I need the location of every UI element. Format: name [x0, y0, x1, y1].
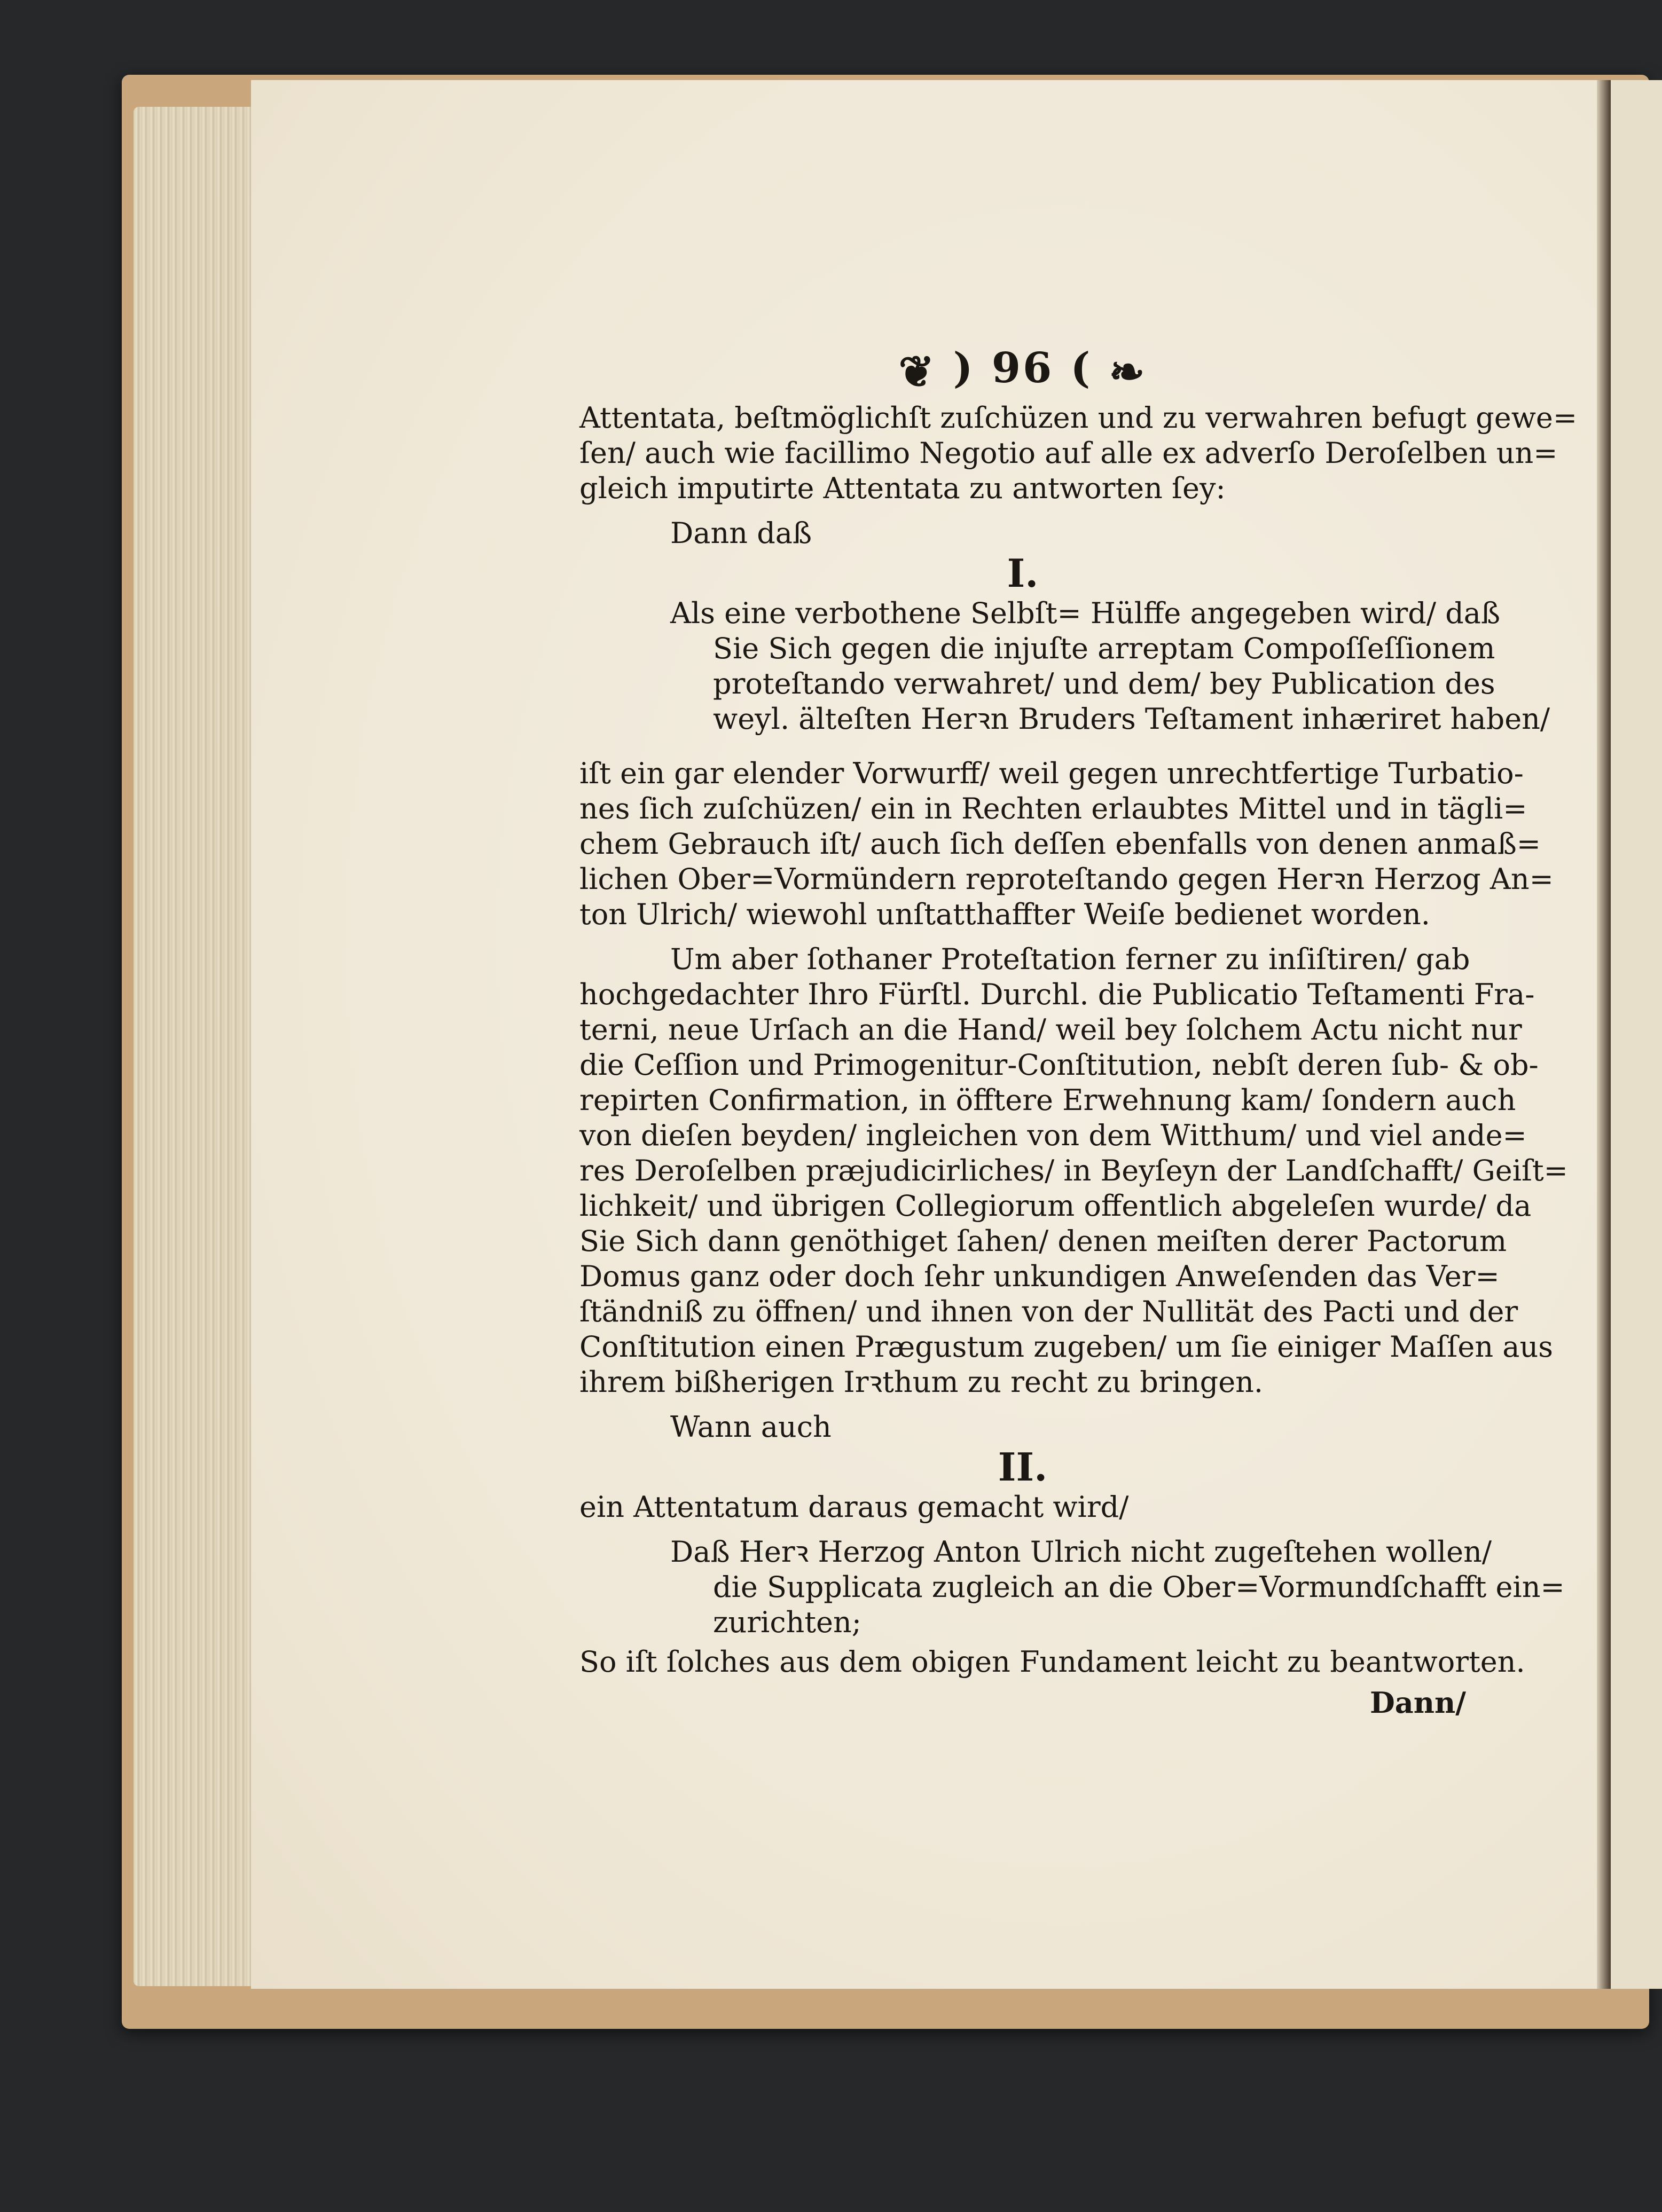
- text-line: terni, neue Urſach an die Hand/ weil bey ſolchem Actu nicht nur: [579, 1012, 1522, 1046]
- item-1: [579, 596, 1550, 737]
- page-edges: [134, 107, 267, 1986]
- text-line: lichen Ober=Vormündern reproteſtando gegen Herꝛn Herzog An=: [579, 862, 1554, 896]
- text-line: weyl. älteſten Herꝛn Bruders Teſtament inhæriret haben/: [713, 702, 1550, 736]
- text-line: Sie Sich gegen die injuſte arreptam Compoſſeſſionem: [713, 631, 1495, 665]
- text-line: die Ceſſion und Primogenitur-Conſtitution, nebſt deren ſub- & ob-: [579, 1048, 1539, 1082]
- catchword: Dann/: [1369, 1685, 1466, 1720]
- text-line: gleich imputirte Attentata zu antworten ſey:: [579, 471, 1226, 505]
- text-line: hochgedachter Ihro Fürſtl. Durchl. die Publicatio Teſtamenti Fra-: [579, 977, 1535, 1011]
- page-text: [579, 342, 1578, 1720]
- attentatum-line: ein Attentatum daraus gemacht wird/: [579, 1490, 1129, 1524]
- head-paren-left: ): [953, 344, 975, 392]
- text-line: res Deroſelben præjudicirliches/ in Beyſeyn der Landſchafft/ Geiſt=: [579, 1153, 1568, 1187]
- facing-page-edge: [1611, 80, 1662, 1989]
- wann-auch: Wann auch: [670, 1410, 832, 1444]
- numeral-one: I.: [1007, 550, 1039, 596]
- paragraph-1: [579, 400, 1578, 506]
- text-line: Conſtitution einen Prægustum zugeben/ um ſie einiger Maſſen aus: [579, 1329, 1553, 1364]
- paragraph-2: [579, 756, 1554, 932]
- text-line: repirten Confirmation, in öfftere Erwehnung kam/ ſondern auch: [579, 1083, 1516, 1117]
- text-line: lichkeit/ und übrigen Collegiorum offentlich abgeleſen wurde/ da: [579, 1188, 1532, 1223]
- text-line: ihrem bißherigen Irꝛthum zu recht zu bringen.: [579, 1365, 1264, 1399]
- text-line: Um aber ſothaner Proteſtation ferner zu inſiſtiren/ gab: [670, 942, 1470, 976]
- paragraph-4: So iſt ſolches aus dem obigen Fundament leicht zu beantworten.: [579, 1644, 1525, 1679]
- text-line: Als eine verbothene Selbſt= Hülffe angegeben wird/ daß: [670, 596, 1501, 630]
- text-line: zurichten;: [713, 1605, 861, 1639]
- text-line: nes ſich zuſchüzen/ ein in Rechten erlaubtes Mittel und in tägli=: [579, 791, 1527, 825]
- text-line: Daß Herꝛ Herzog Anton Ulrich nicht zugeſtehen wollen/: [670, 1534, 1492, 1569]
- paragraph-3: [579, 942, 1568, 1400]
- running-head: [579, 342, 1466, 398]
- text-line: ſtändniß zu öffnen/ und ihnen von der Nullität des Pacti und der: [579, 1294, 1518, 1328]
- dann-dass: Dann daß: [670, 516, 812, 550]
- text-line: chem Gebrauch iſt/ auch ſich deſſen ebenfalls von denen anmaß=: [579, 826, 1541, 861]
- text-line: von dieſen beyden/ ingleichen von dem Witthum/ und viel ande=: [579, 1118, 1527, 1152]
- text-line: iſt ein gar elender Vorwurff/ weil gegen unrechtfertige Turbatio-: [579, 756, 1524, 790]
- text-line: ſen/ auch wie facillimo Negotio auf alle ex adverſo Deroſelben un=: [579, 436, 1558, 470]
- text-line: Domus ganz oder doch ſehr unkundigen Anweſenden das Ver=: [579, 1259, 1500, 1293]
- text-line: ton Ulrich/ wiewohl unſtatthaffter Weiſe bedienet worden.: [579, 897, 1430, 931]
- head-paren-right: (: [1070, 344, 1093, 392]
- text-line: Sie Sich dann genöthiget ſahen/ denen meiſten derer Pactorum: [579, 1224, 1507, 1258]
- ornament-right-icon: ❧: [1109, 346, 1147, 397]
- numeral-two: II.: [998, 1444, 1048, 1490]
- text-line: die Supplicata zugleich an die Ober=Vormundſchafft ein=: [713, 1570, 1565, 1604]
- item-2: [579, 1534, 1565, 1640]
- gutter-shadow: [1597, 80, 1611, 1989]
- text-line: Attentata, beſtmöglichſt zuſchüzen und zu verwahren befugt gewe=: [579, 400, 1578, 435]
- ornament-left-icon: ❦: [898, 346, 937, 397]
- page-number: 96: [991, 344, 1054, 392]
- text-line: proteſtando verwahret/ und dem/ bey Publication des: [713, 666, 1495, 700]
